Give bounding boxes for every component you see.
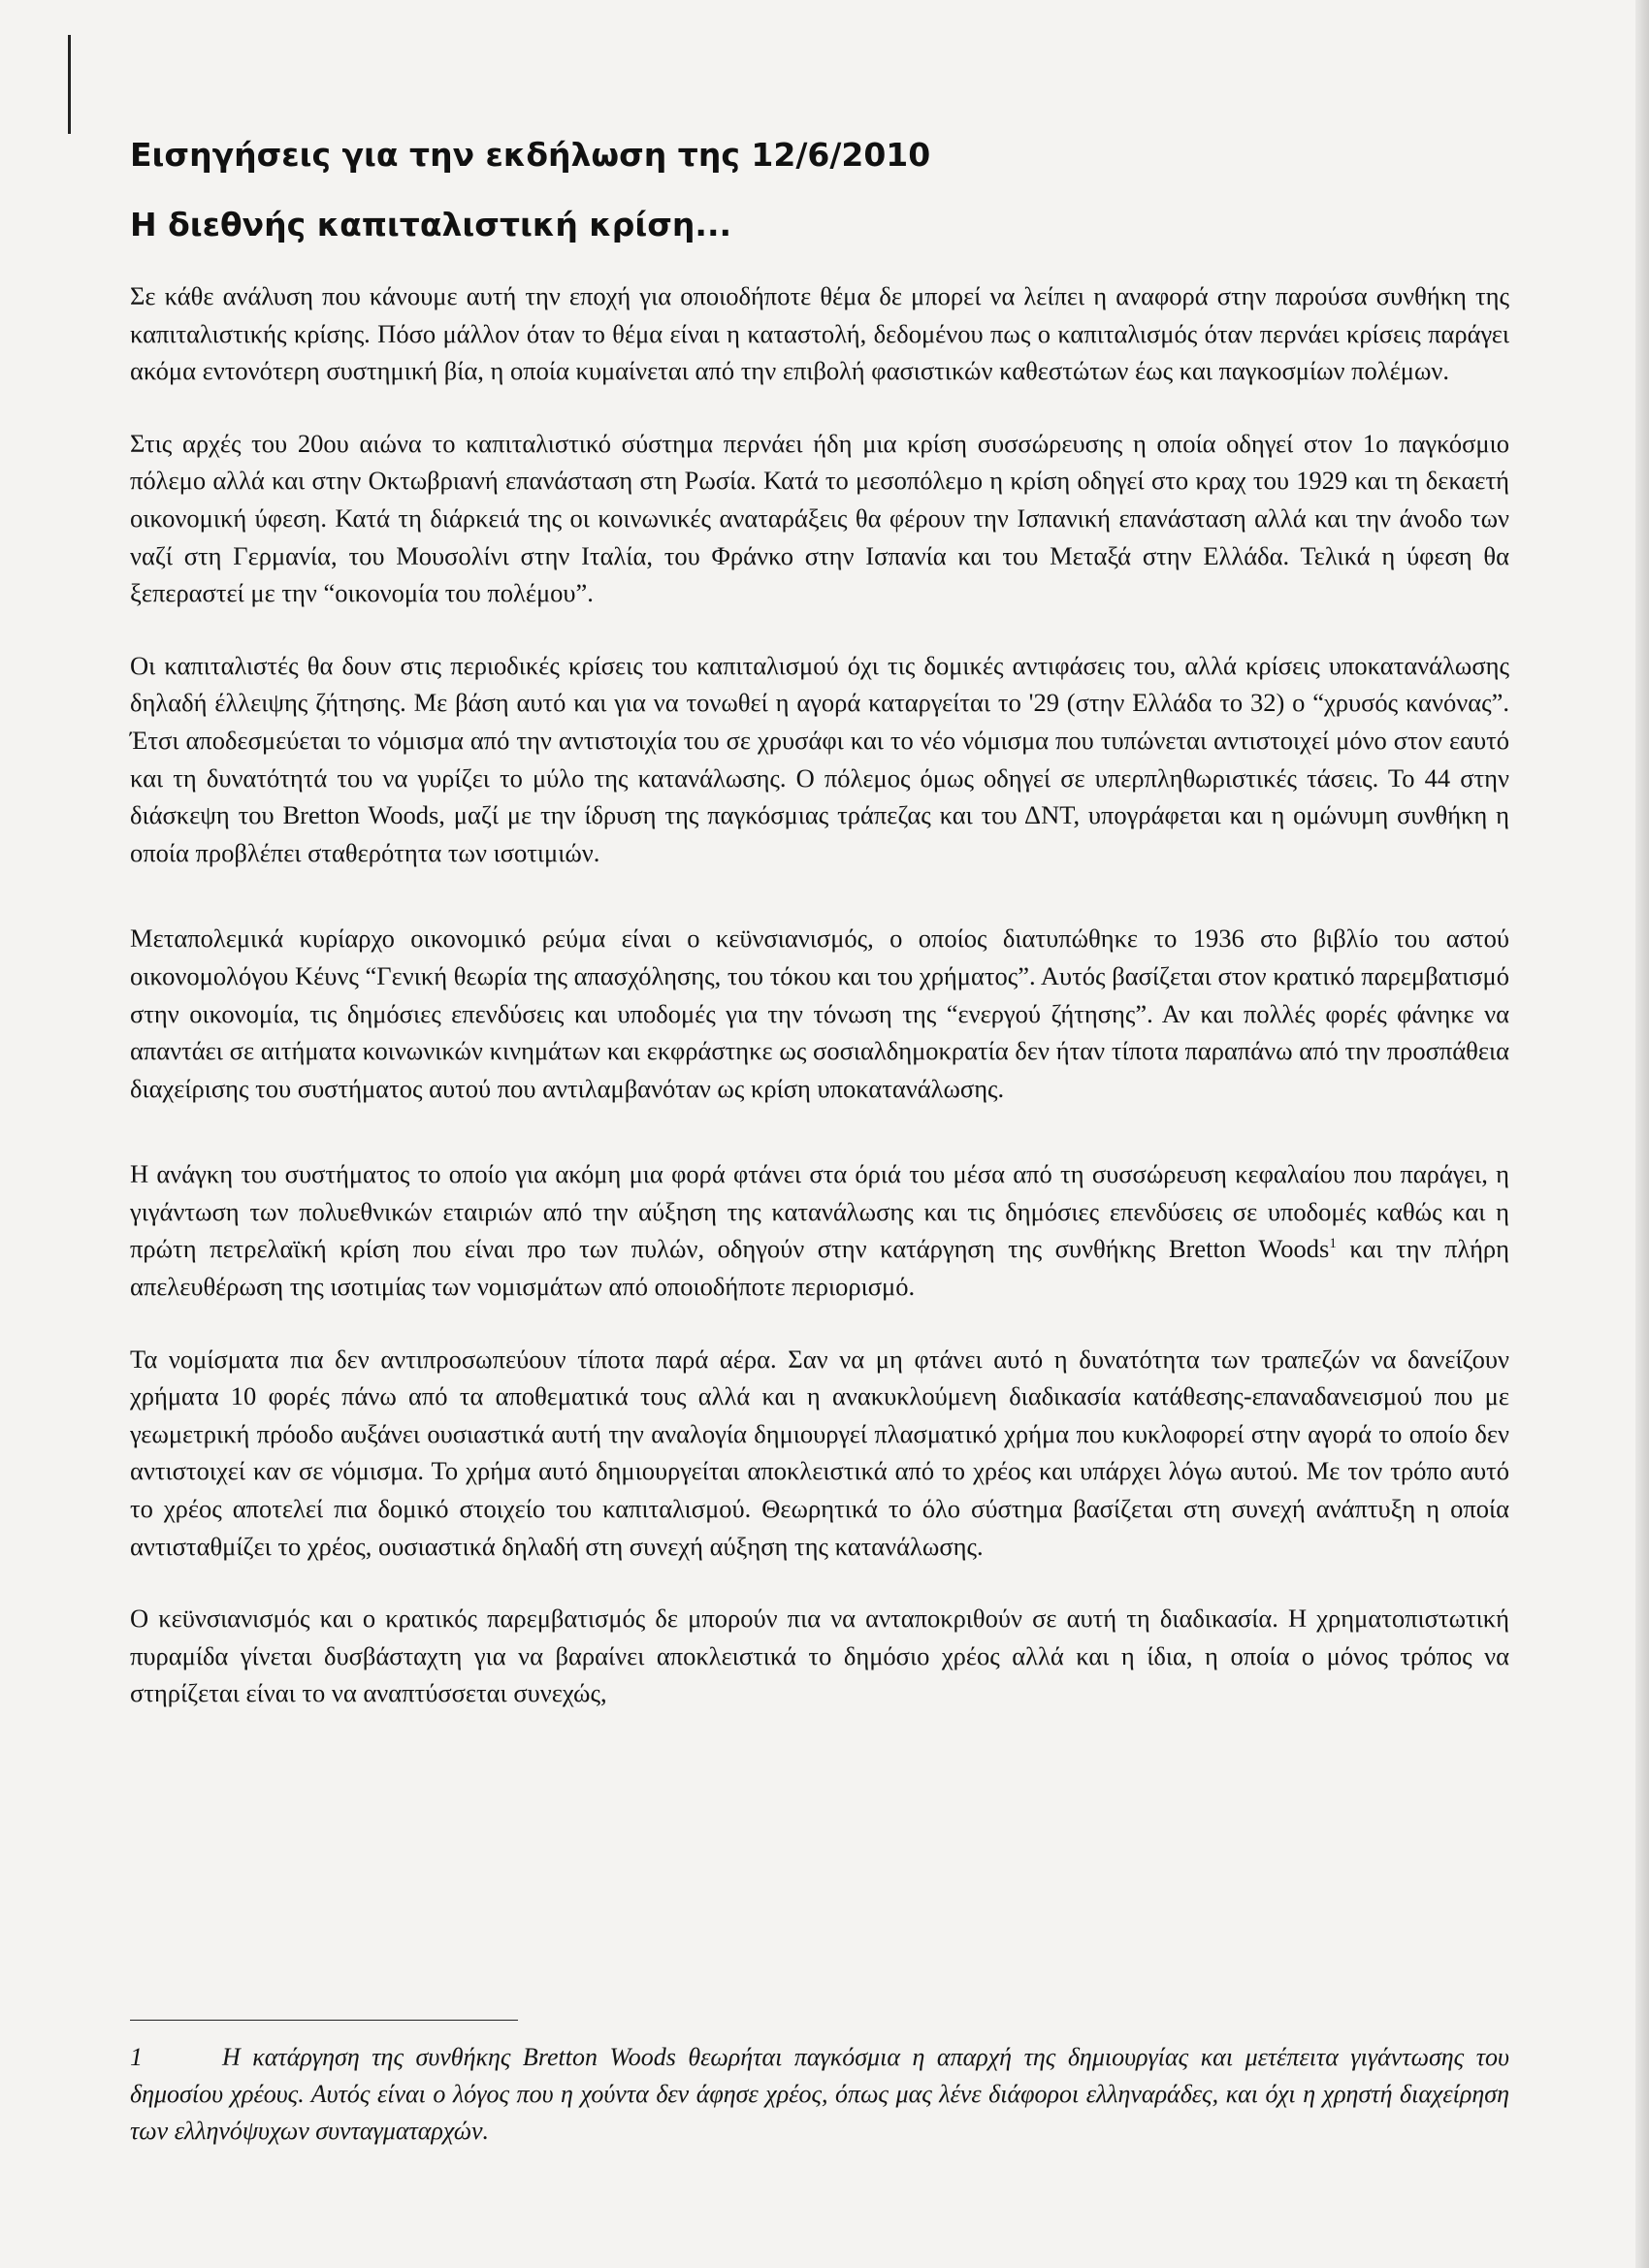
paragraph-5-text-before: Η ανάγκη του συστήματος το οποίο για ακόμη μια φορά φτάνει στα όριά του μέσα από τη συσσώρευση κεφαλαίου που παράγει, η γιγάντωση των πολυεθνικών εταιριών από την αύξηση της κατανάλωσης και τις δημόσιες επενδύσεις σε υποδομές καθώς και η πρώτη πετρελαϊκή κρίση που είναι προ των πυλών, οδηγούν στην κατάργηση της συνθήκης Bretton Woods (130, 1159, 1509, 1264)
footnote-number: 1 (130, 2043, 143, 2071)
paragraph-7: Ο κεϋνσιανισμός και ο κρατικός παρεμβατισμός δε μπορούν πια να ανταποκριθούν σε αυτή τη διαδικασία. Η χρηματοπιστωτική πυραμίδα γίνεται δυσβάσταχτη για να βαραίνει αποκλειστικά το δημόσιο χρέος αλλά και η ίδια, η οποία ο μόνος τρόπος να στηρίζεται είναι το να αναπτύσσεται συνεχώς, (130, 1604, 1509, 1708)
footnote-reference: 1 (1329, 1236, 1337, 1252)
footnote-text: Η κατάργηση της συνθήκης Bretton Woods θεωρήται παγκόσμια η απαρχή της δημιουργίας και μετέπειτα γιγάντωσης του δημοσίου χρέους. Αυτός είναι ο λόγος που η χούντα δεν άφησε χρέος, όπως μας λένε διάφοροι ελληναράδες, και όχι η χρηστή διαχείρηση των ελληνόψυχων συνταγματαρχών. (130, 2043, 1509, 2145)
scan-margin-mark (68, 35, 71, 134)
document-title: Εισηγήσεις για την εκδήλωση της 12/6/2010 (130, 136, 931, 174)
paragraph-1: Σε κάθε ανάλυση που κάνουμε αυτή την εποχή για οποιοδήποτε θέμα δε μπορεί να λείπει η αναφορά στην παρούσα συνθήκη της καπιταλιστικής κρίσης. Πόσο μάλλον όταν το θέμα είναι η καταστολή, δεδομένου πως ο καπιταλισμός όταν περνάει κρίσεις παράγει ακόμα εντονότερη συστημική βία, η οποία κυμαίνεται από την επιβολή φασιστικών καθεστώτων έως και παγκοσμίων πολέμων. (130, 281, 1509, 386)
paragraph-5-text-after: και την πλήρη απελευθέρωση της ισοτιμίας των νομισμάτων από οποιοδήποτε περιορισμό. (130, 1234, 1510, 1302)
paragraph-6: Τα νομίσματα πια δεν αντιπροσωπεύουν τίποτα παρά αέρα. Σαν να μη φτάνει αυτό η δυνατότητα των τραπεζών να δανείζουν χρήματα 10 φορές πάνω από τα αποθεματικά τους αλλά και η ανακυκλούμενη διαδικασία κατάθεσης-επαναδανεισμού που με γεωμετρική πρόοδο αυξάνει ουσιαστικά αυτή την αναλογία δημιουργεί πλασματικό χρήμα που κυκλοφορεί στην αγορά το οποίο δεν αντιστοιχεί καν σε νόμισμα. Το χρήμα αυτό δημιουργείται αποκλειστικά από το χρέος και υπάρχει λόγω αυτού. Με τον τρόπο αυτό το χρέος αποτελεί πια δομικό στοιχείο του καπιταλισμού. Θεωρητικά το όλο σύστημα βασίζεται στη συνεχή ανάπτυξη η οποία αντισταθμίζει το χρέος, ουσιαστικά δηλαδή στη συνεχή αύξηση της κατανάλωσης. (130, 1344, 1509, 1561)
footnote (130, 2039, 1509, 2150)
paragraph-4: Μεταπολεμικά κυρίαρχο οικονομικό ρεύμα είναι ο κεϋνσιανισμός, ο οποίος διατυπώθηκε το 1936 στο βιβλίο του αστού οικονομολόγου Κέυνς “Γενική θεωρία της απασχόλησης, του τόκου και του χρήματος”. Αυτός βασίζεται στον κρατικό παρεμβατισμό στην οικονομία, τις δημόσιες επενδύσεις και υποδομές για την τόνωση της “ενεργού ζήτησης”. Αν και πολλές φορές φάνηκε να απαντάει σε αιτήματα κοινωνικών κινημάτων και εκφράστηκε ως σοσιαλδημοκρατία δεν ήταν τίποτα παραπάνω από την προσπάθεια διαχείρισης του συστήματος αυτού που αντιλαμβανόταν ως κρίση υποκατανάλωσης. (130, 923, 1509, 1103)
page-edge-shadow (1635, 0, 1649, 2268)
paragraph-5 (130, 1155, 1509, 1305)
footnote-divider (130, 2020, 518, 2021)
paragraph-3: Οι καπιταλιστές θα δουν στις περιοδικές κρίσεις του καπιταλισμού όχι τις δομικές αντιφάσεις του, αλλά κρίσεις υποκατανάλωσης δηλαδή έλλειψης ζήτησης. Με βάση αυτό και για να τονωθεί η αγορά καταργείται το '29 (στην Ελλάδα το 32) ο “χρυσός κανόνας”. Έτσι αποδεσμεύεται το νόμισμα από την αντιστοιχία του σε χρυσάφι και το νέο νόμισμα που τυπώνεται αντιστοιχεί μόνο στον εαυτό και τη δυνατότητά του να γυρίζει το μύλο της κατανάλωσης. Ο πόλεμος όμως οδηγεί σε υπερπληθωριστικές τάσεις. Το 44 στην διάσκεψη του Bretton Woods, μαζί με την ίδρυση της παγκόσμιας τράπεζας και του ΔΝΤ, υπογράφεται και η ομώνυμη συνθήκη η οποία προβλέπει σταθερότητα των ισοτιμιών. (130, 650, 1509, 867)
paragraph-2: Στις αρχές του 20ου αιώνα το καπιταλιστικό σύστημα περνάει ήδη μια κρίση συσσώρευσης η οποία οδηγεί στον 1ο παγκόσμιο πόλεμο αλλά και στην Οκτωβριανή επανάσταση στη Ρωσία. Κατά το μεσοπόλεμο η κρίση οδηγεί στο κραχ του 1929 και τη δεκαετή οικονομική ύφεση. Κατά τη διάρκειά της οι κοινωνικές αναταράξεις θα φέρουν την Ισπανική επανάσταση αλλά και την άνοδο των ναζί στη Γερμανία, του Μουσολίνι στην Ιταλία, του Φράνκο στην Ισπανία και του Μεταξά στην Ελλάδα. Τελικά η ύφεση θα ξεπεραστεί με την “οικονομία του πολέμου”. (130, 428, 1509, 608)
document-subtitle: Η διεθνής καπιταλιστική κρίση... (130, 206, 732, 243)
document-body (130, 136, 1509, 1747)
